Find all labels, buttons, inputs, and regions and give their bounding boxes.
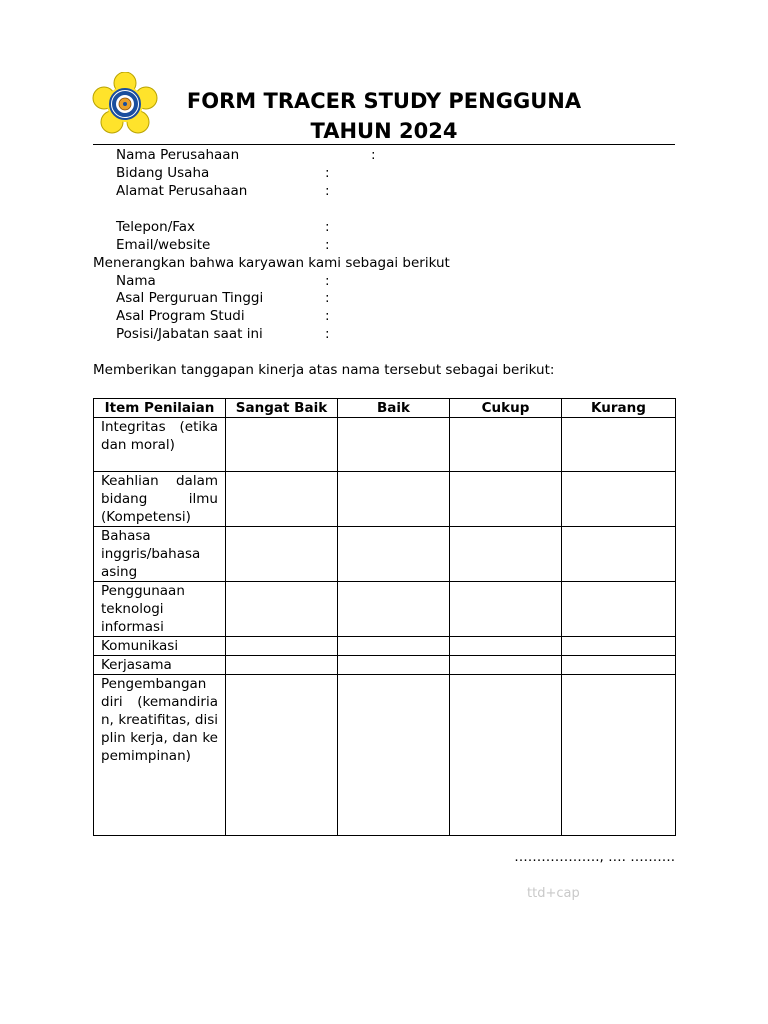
rating-cell[interactable] [450,527,562,582]
form-title-line-1: FORM TRACER STUDY PENGGUNA [186,89,582,113]
table-row [94,656,676,675]
rating-cell[interactable] [338,472,450,527]
email-website-label: Email/website [116,237,211,253]
header-poor: Kurang [562,399,676,418]
form-title-line-2: TAHUN 2024 [310,119,458,143]
position-colon: : [325,326,330,342]
table-row [94,637,676,656]
rating-cell[interactable] [338,675,450,836]
company-address-colon: : [325,183,330,199]
phone-fax-colon: : [325,219,330,235]
rating-cell[interactable] [226,527,338,582]
table-row [94,472,676,527]
item-integrity: Integritas (etika dan moral) [94,418,226,472]
rating-cell[interactable] [562,472,676,527]
rating-cell[interactable] [226,472,338,527]
item-it-usage: Penggunaan teknologi informasi [94,582,226,637]
rating-cell[interactable] [562,527,676,582]
item-self-development: Pengembangan diri (kemandirian, kreatifitas, disiplin kerja, dan kepemimpinan) [94,675,226,836]
item-communication: Komunikasi [94,637,226,656]
study-program-label: Asal Program Studi [116,308,245,324]
rating-cell[interactable] [450,637,562,656]
table-header-row [94,399,676,418]
rating-cell[interactable] [450,582,562,637]
header-very-good: Sangat Baik [226,399,338,418]
assessment-table [93,398,676,836]
rating-cell[interactable] [450,656,562,675]
rating-cell[interactable] [562,675,676,836]
rating-cell[interactable] [226,656,338,675]
signature-place-date: ………………., …. ………. [514,849,675,865]
employee-name-label: Nama [116,273,156,289]
rating-cell[interactable] [338,527,450,582]
rating-cell[interactable] [338,582,450,637]
rating-cell[interactable] [338,656,450,675]
company-address-label: Alamat Perusahaan [116,183,248,199]
rating-cell[interactable] [338,637,450,656]
rating-cell[interactable] [450,418,562,472]
table-row [94,582,676,637]
rating-cell[interactable] [338,418,450,472]
item-language: Bahasa inggris/bahasa asing [94,527,226,582]
rating-cell[interactable] [226,637,338,656]
header-item: Item Penilaian [94,399,226,418]
intro-text: Menerangkan bahwa karyawan kami sebagai berikut [93,255,450,271]
business-field-colon: : [325,165,330,181]
business-field-label: Bidang Usaha [116,165,210,181]
table-row [94,418,676,472]
signature-stamp-note: ttd+cap [527,886,580,901]
rating-cell[interactable] [226,418,338,472]
table-row [94,675,676,836]
item-teamwork: Kerjasama [94,656,226,675]
header-fair: Cukup [450,399,562,418]
header-good: Baik [338,399,450,418]
university-label: Asal Perguruan Tinggi [116,290,264,306]
rating-cell[interactable] [562,418,676,472]
item-expertise: Keahlian dalam bidang ilmu (Kompetensi) [94,472,226,527]
rating-cell[interactable] [562,582,676,637]
form-title [130,86,638,146]
table-row [94,527,676,582]
company-name-label: Nama Perusahaan [116,147,240,163]
university-colon: : [325,290,330,306]
employee-name-colon: : [325,273,330,289]
rating-cell[interactable] [450,675,562,836]
rating-cell[interactable] [226,582,338,637]
position-label: Posisi/Jabatan saat ini [116,326,263,342]
company-name-colon: : [371,147,376,163]
rating-cell[interactable] [562,637,676,656]
phone-fax-label: Telepon/Fax [116,219,196,235]
feedback-intro-text: Memberikan tanggapan kinerja atas nama tersebut sebagai berikut: [93,362,555,378]
study-program-colon: : [325,308,330,324]
rating-cell[interactable] [226,675,338,836]
rating-cell[interactable] [562,656,676,675]
header-divider [93,144,675,145]
rating-cell[interactable] [450,472,562,527]
email-website-colon: : [325,237,330,253]
